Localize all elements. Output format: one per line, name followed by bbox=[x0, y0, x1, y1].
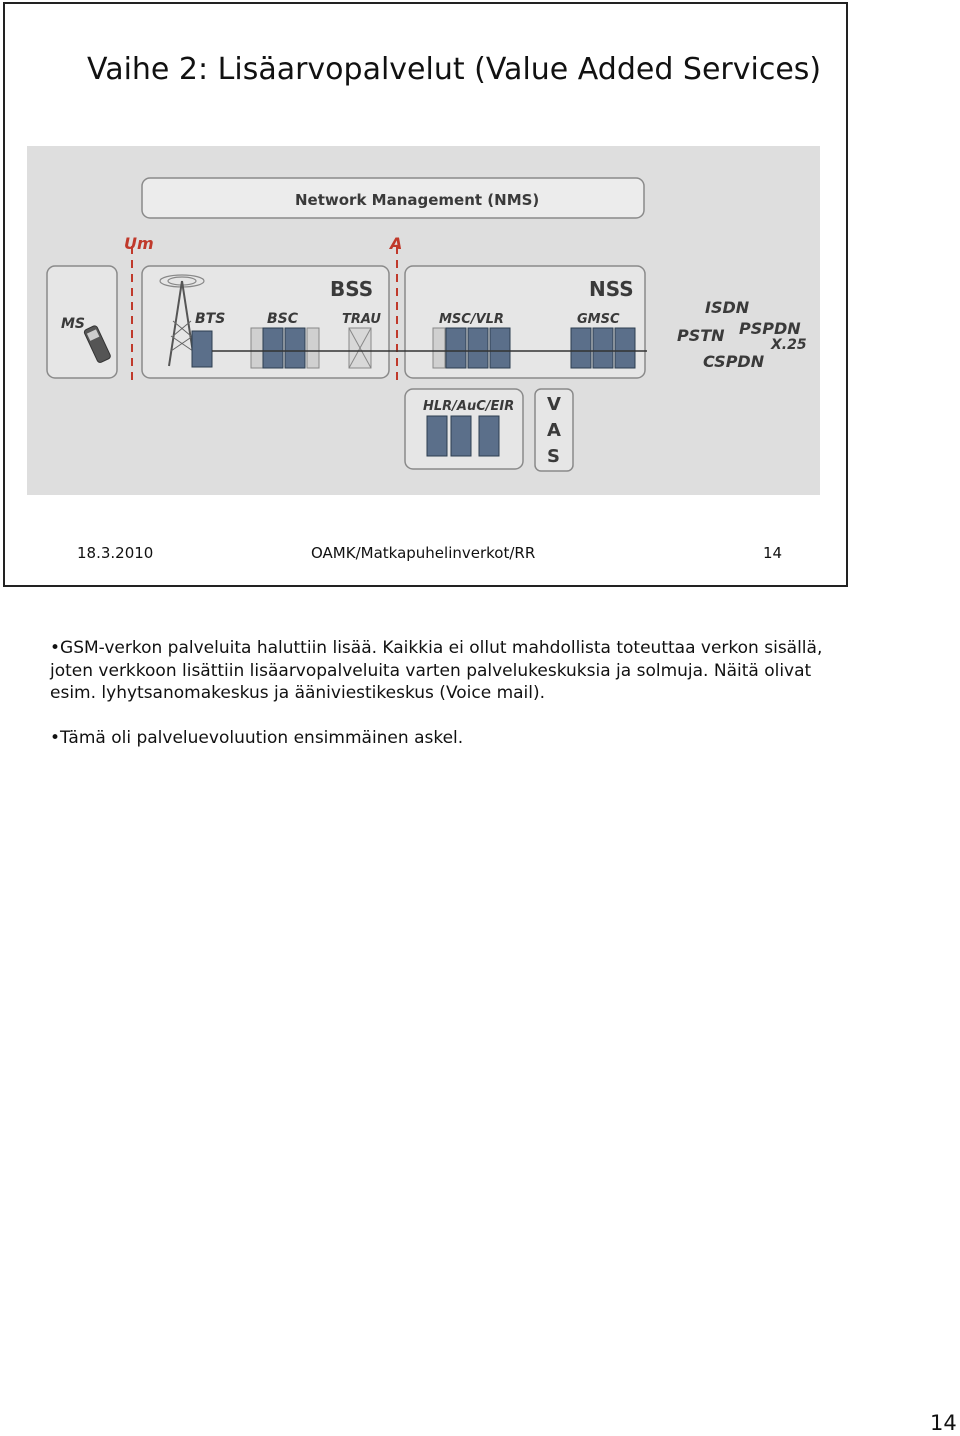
vas-letter-a: A bbox=[547, 420, 561, 441]
vas-letter-v: V bbox=[547, 394, 561, 415]
gmsc-rack-2 bbox=[593, 328, 613, 368]
external-network-isdn: ISDN bbox=[705, 298, 750, 317]
external-network-x25: X.25 bbox=[771, 337, 807, 353]
speaker-notes bbox=[50, 637, 840, 749]
footer-slide-number: 14 bbox=[763, 544, 783, 562]
bsc-side-panel-right bbox=[307, 328, 319, 368]
msc-rack-3 bbox=[490, 328, 510, 368]
vas-letter-s: S bbox=[547, 446, 560, 467]
footer-date: 18.3.2010 bbox=[77, 544, 154, 562]
hlr-rack-1 bbox=[427, 416, 447, 456]
gmsc-label: GMSC bbox=[577, 312, 620, 327]
msc-vlr-label: MSC/VLR bbox=[439, 312, 504, 327]
ms-label: MS bbox=[61, 316, 86, 332]
diagram-canvas bbox=[27, 146, 820, 495]
bts-rack bbox=[192, 331, 212, 367]
msc-rack-2 bbox=[468, 328, 488, 368]
msc-side-panel bbox=[433, 328, 445, 368]
gmsc-rack-3 bbox=[615, 328, 635, 368]
nss-label: NSS bbox=[589, 277, 634, 301]
bss-label: BSS bbox=[330, 277, 374, 301]
gsm-architecture-diagram bbox=[27, 146, 820, 495]
page-number: 14 bbox=[930, 1411, 957, 1435]
external-network-pstn: PSTN bbox=[677, 326, 725, 345]
um-interface-label: Um bbox=[124, 234, 154, 253]
external-network-pspdn: PSPDN bbox=[739, 319, 801, 338]
nms-label: Network Management (NMS) bbox=[295, 191, 540, 209]
slide-frame bbox=[3, 2, 848, 587]
hlr-rack-2 bbox=[451, 416, 471, 456]
gmsc-rack-1 bbox=[571, 328, 591, 368]
hlr-auc-eir-label: HLR/AuC/EIR bbox=[423, 399, 515, 414]
footer-source: OAMK/Matkapuhelinverkot/RR bbox=[311, 544, 536, 562]
bsc-rack-1 bbox=[263, 328, 283, 368]
a-interface-label: A bbox=[390, 234, 403, 253]
bsc-label: BSC bbox=[267, 311, 299, 327]
trau-label: TRAU bbox=[342, 312, 381, 327]
notes-paragraph-1: •GSM-verkon palveluita haluttiin lisää. Kaikkia ei ollut mahdollista toteuttaa verkon sisällä, joten verkkoon lisättiin lisäarvopalveluita varten palvelukeskuksia ja solmuja. Näitä olivat esim. lyhytsanomakeskus ja ääniviestikeskus (Voice mail). bbox=[50, 638, 823, 703]
external-network-cspdn: CSPDN bbox=[703, 352, 765, 371]
slide-title: Vaihe 2: Lisäarvopalvelut (Value Added Services) bbox=[87, 52, 822, 87]
msc-rack-1 bbox=[446, 328, 466, 368]
bts-label: BTS bbox=[195, 311, 226, 327]
hlr-rack-3 bbox=[479, 416, 499, 456]
bsc-side-panel bbox=[251, 328, 263, 368]
notes-paragraph-2: •Tämä oli palveluevoluution ensimmäinen askel. bbox=[50, 727, 464, 748]
bsc-rack-2 bbox=[285, 328, 305, 368]
